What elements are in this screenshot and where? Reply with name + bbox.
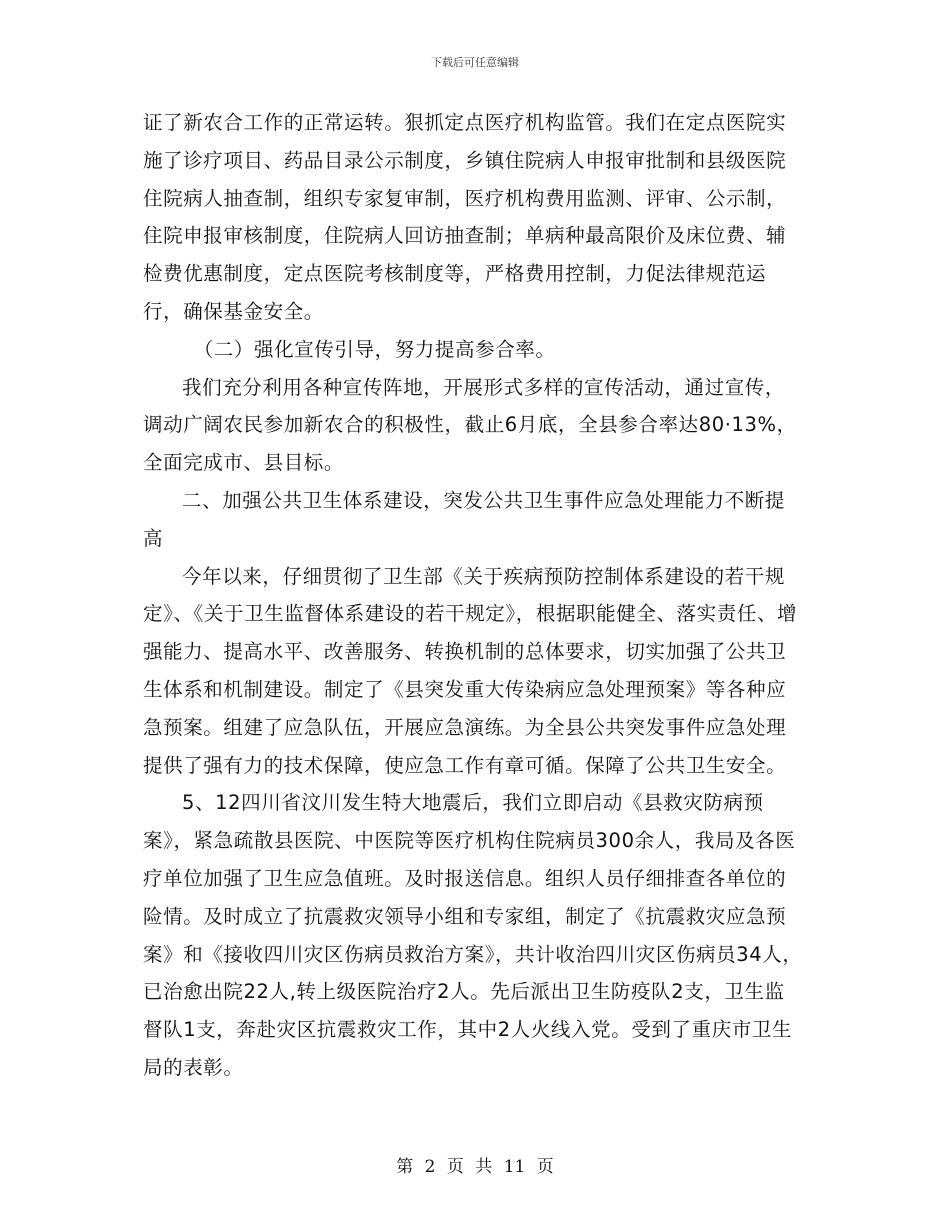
paragraph-continuation: 证了新农合工作的正常运转。狠抓定点医疗机构监管。我们在定点医院实施了诊疗项目、药品目录公示制度，乡镇住院病人申报审批制和县级医院住院病人抽查制，组织专家复审制，医疗机构费用监测、评审、公示制，住院申报审核制度，住院病人回访抽查制；单病种最高限价及床位费、辅检费优惠制度，定点医院考核制度等，严格费用控制，力促法律规范运行，确保基金安全。 — [143, 111, 787, 323]
document-body — [143, 104, 803, 1087]
section-heading: 二、加强公共卫生体系建设，突发公共卫生事件应急处理能力不断提高 — [143, 488, 786, 550]
paragraph: 今年以来，仔细贯彻了卫生部《关于疾病预防控制体系建设的若干规定》、《关于卫生监督体系建设的若干规定》，根据职能健全、落实责任、增强能力、提高水平、改善服务、转换机制的总体要求，切实加强了公共卫生体系和机制建设。制定了《县突发重大传染病应急处理预案》等各种应急预案。组建了应急队伍，开展应急演练。为全县公共突发事件应急处理提供了强有力的技术保障，使应急工作有章可循。保障了公共卫生安全。 — [143, 564, 798, 777]
paragraph: 5、12四川省汶川发生特大地震后，我们立即启动《县救灾防病预案》，紧急疏散县医院、中医院等医疗机构住院病员300余人，我局及各医疗单位加强了卫生应急值班。及时报送信息。组织人员仔细排查各单位的险情。及时成立了抗震救灾领导小组和专家组，制定了《抗震救灾应急预案》和《接收四川灾区伤病员救治方案》，共计收治四川灾区伤病员34人，已治愈出院22人,转上级医院治疗2人。先后派出卫生防疫队2支，卫生监督队1支，奔赴灾区抗震救灾工作，其中2人火线入党。受到了重庆市卫生局的表彰。 — [143, 791, 803, 1079]
page-footer: 第 2 页 共 11 页 — [396, 1157, 554, 1177]
paragraph: 我们充分利用各种宣传阵地，开展形式多样的宣传活动，通过宣传，调动广阔农民参加新农合的积极性，截止6月底，全县参合率达80·13%，全面完成市、县目标。 — [143, 375, 797, 475]
page-header: 下载后可任意编辑 — [431, 56, 519, 69]
section-subheading: （二）强化宣传引导，努力提高参合率。 — [193, 337, 556, 361]
